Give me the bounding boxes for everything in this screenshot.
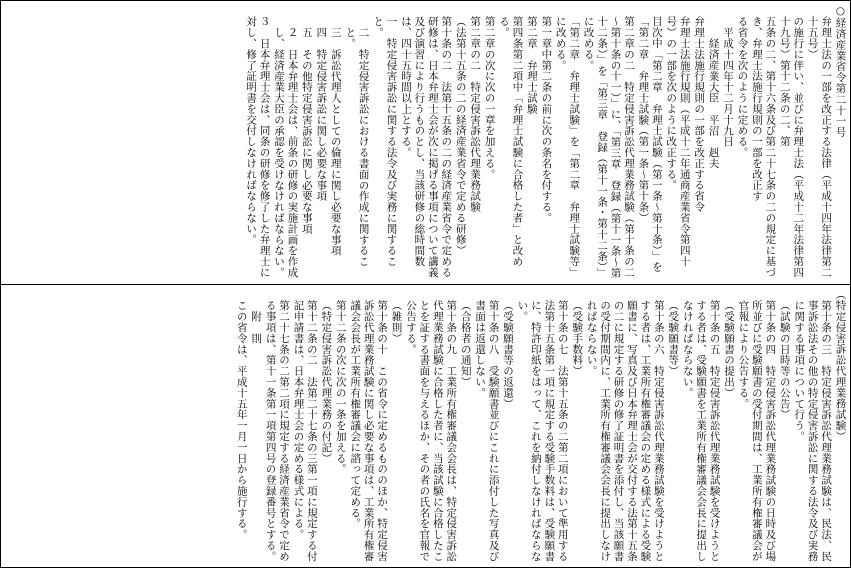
text-column: 第四条第二項中「弁理士試験に合格した者」と改める。 [498,16,524,267]
text-column: （法第十五条の二の経済産業省令で定める研修） [454,16,467,256]
text-column: 平成十四年十二月十九日 [722,27,734,147]
text-column: 第二章の二 特定侵害訴訟代理業務試験 [469,16,482,213]
text-column: （雑則） [390,300,403,344]
text-column: の施行に伴い、並びに弁理士法（平成十二年法律第四十九号）第十二条の二、第 [778,16,805,278]
text-column: 四 特定侵害訴訟に関し必要な事項 [315,27,328,202]
text-column: 三 訴訟代理人としての倫理に関し必要な事項 [329,27,342,256]
text-column: 弁理士法施行規則の一部を改正する省令 [693,16,706,213]
text-column: 第二章 弁理士試験 [525,16,538,115]
text-column: 第十条の四 特定侵害訴訟代理業務試験の日時及び場所並びに受験願書の受付期間は、工業所有権審議会が官報により公告する。 [737,300,777,562]
text-column: ○経済産業省令第二十一号 [834,5,847,138]
text-column: 二 特定侵害訴訟における書面の作成に関すること。 [344,27,370,267]
text-column: （受験願書等） [667,300,680,377]
text-column: 第十条の九 工業所有権審議会会長は、特定侵害訴訟代理業務試験に合格した者に、当該試験に合格したことを証する書面を与えるほか、その者の氏名を官報で公告する。 [404,300,458,562]
text-column: ３ 日本弁理士会は、同条の研修を修了した弁理士に対し、修了証明書を交付しなければならない。 [245,16,271,278]
text-column: 五 その他特定侵害訴訟に関し必要な事項 [300,27,313,235]
text-column: （合格者の通知） [459,300,472,388]
document-top-section [1,1,851,285]
text-column: 第十二条の次に次の一条を加える。 [334,300,347,475]
text-column: 弁理士法施行規則（平成十二年通商産業省令第四十号）の一部を次のように改正する。 [665,16,691,267]
text-column: 弁理士法の一部を改正する法律（平成十四年法律第二十五号） [806,16,833,278]
text-column: 「第二章 弁理士試験」を「第二章 弁理士試験等」に改める。 [554,16,581,278]
text-column: （受験手数料） [571,300,584,377]
text-column: （受験願書の提出） [723,300,735,399]
text-column: 五条の二、第十六条及び第二十七条の二の規定に基づき、弁理士法施行規則の一部を改正す [750,16,777,278]
text-column: 第十条の七 法第十五条の二第二項において準用する法第十五条第一項に規定する受験手数料は、受験願書に、特許印紙をはって、これを納付しなければならない。 [516,300,569,562]
text-column: ２ 日本弁理士会は、前条の研修の実施計画を作成し、経済産業大臣の承認を受けなければならない。 [273,27,299,278]
text-column: （受験願書等の返還） [502,300,514,409]
text-column: この省令は、平成十五年一月一日から施行する。 [235,300,248,540]
text-column: 第二章の次に次の一章を加える。 [483,16,496,180]
text-column: 第二章の二 特定侵害訴訟代理業務試験（第十条の二～第十条の十一）」に、「第三章 登録（第十一条～第十二条）」を「第三章 登録（第十一条・第十二条）」に改める。 [582,16,635,278]
top-section-columns [1,1,851,284]
text-column: 第十条の五 特定侵害訴訟代理業務試験を受けようとする者は、受験願書を工業所有権審議会会長に提出しなければならない。 [681,300,721,562]
text-column: 一 特定侵害訴訟に関する法令及び実務に関すること。 [372,16,398,267]
text-column: 第十条の十 この省令に定めるもののほか、特定侵害訴訟代理業務試験に関し必要な事項は、工業所有権審議会会長が工業所有権審議会に諮って定める。 [349,300,389,562]
text-column: 第二十七条の二第二項に規定する経済産業省令で定める事項は、第十一条第一項第四号の登録番号とする。 [264,300,290,562]
text-column: （特定侵害訴訟代理業務の付記） [320,300,333,464]
text-column: 経済産業大臣 平沼 赳夫 [707,38,720,169]
text-column: 第一章中第二条の前に次の条名を付する。 [540,16,553,224]
text-column: 第十二条の二 法第二十七条の三第一項に規定する付記申請書は、日本弁理士会の定める様式による。 [292,300,318,562]
bottom-section-columns [1,285,851,568]
text-column: 第十条の三 特定侵害訴訟代理業務試験は、民法、民事訴訟法その他の特定侵害訴訟に関する法令及び実務に関する事項について行う。 [793,300,833,562]
text-column: 第十条の八 受験願書並びにこれに添付した写真及び書面は返還しない。 [474,300,500,562]
document-bottom-section [1,285,851,568]
text-column: 目次中「第二章 弁理士試験（第一条～第十条）」を「第二章 弁理士試験（第一条～第十条） [637,16,663,273]
text-column: 第十条の二 法第十五条の二の経済産業省令で定める研修は、日本弁理士会が次に掲げる事項について講義及び演習により行うものとし、当該研修の総時間数は、四十五時間以上とする。 [399,16,453,278]
text-column: る省令を次のように定める。 [736,16,749,158]
text-column: （試験の日時等の公告） [778,300,791,420]
text-column: 附 則 [250,311,263,344]
text-column: 第十条の六 特定侵害訴訟代理業務試験を受けようとする者は、工業所有権審議会の定める様式による受験願書に、写真及び日本弁理士会が交付する法第十五条の二に規定する研修の修了証明書を添付し、当該願書の受付期間内に、工業所有権審議会会長に提出しなければならない。 [585,300,665,562]
text-column: （特定侵害訴訟代理業務試験） [834,289,847,442]
